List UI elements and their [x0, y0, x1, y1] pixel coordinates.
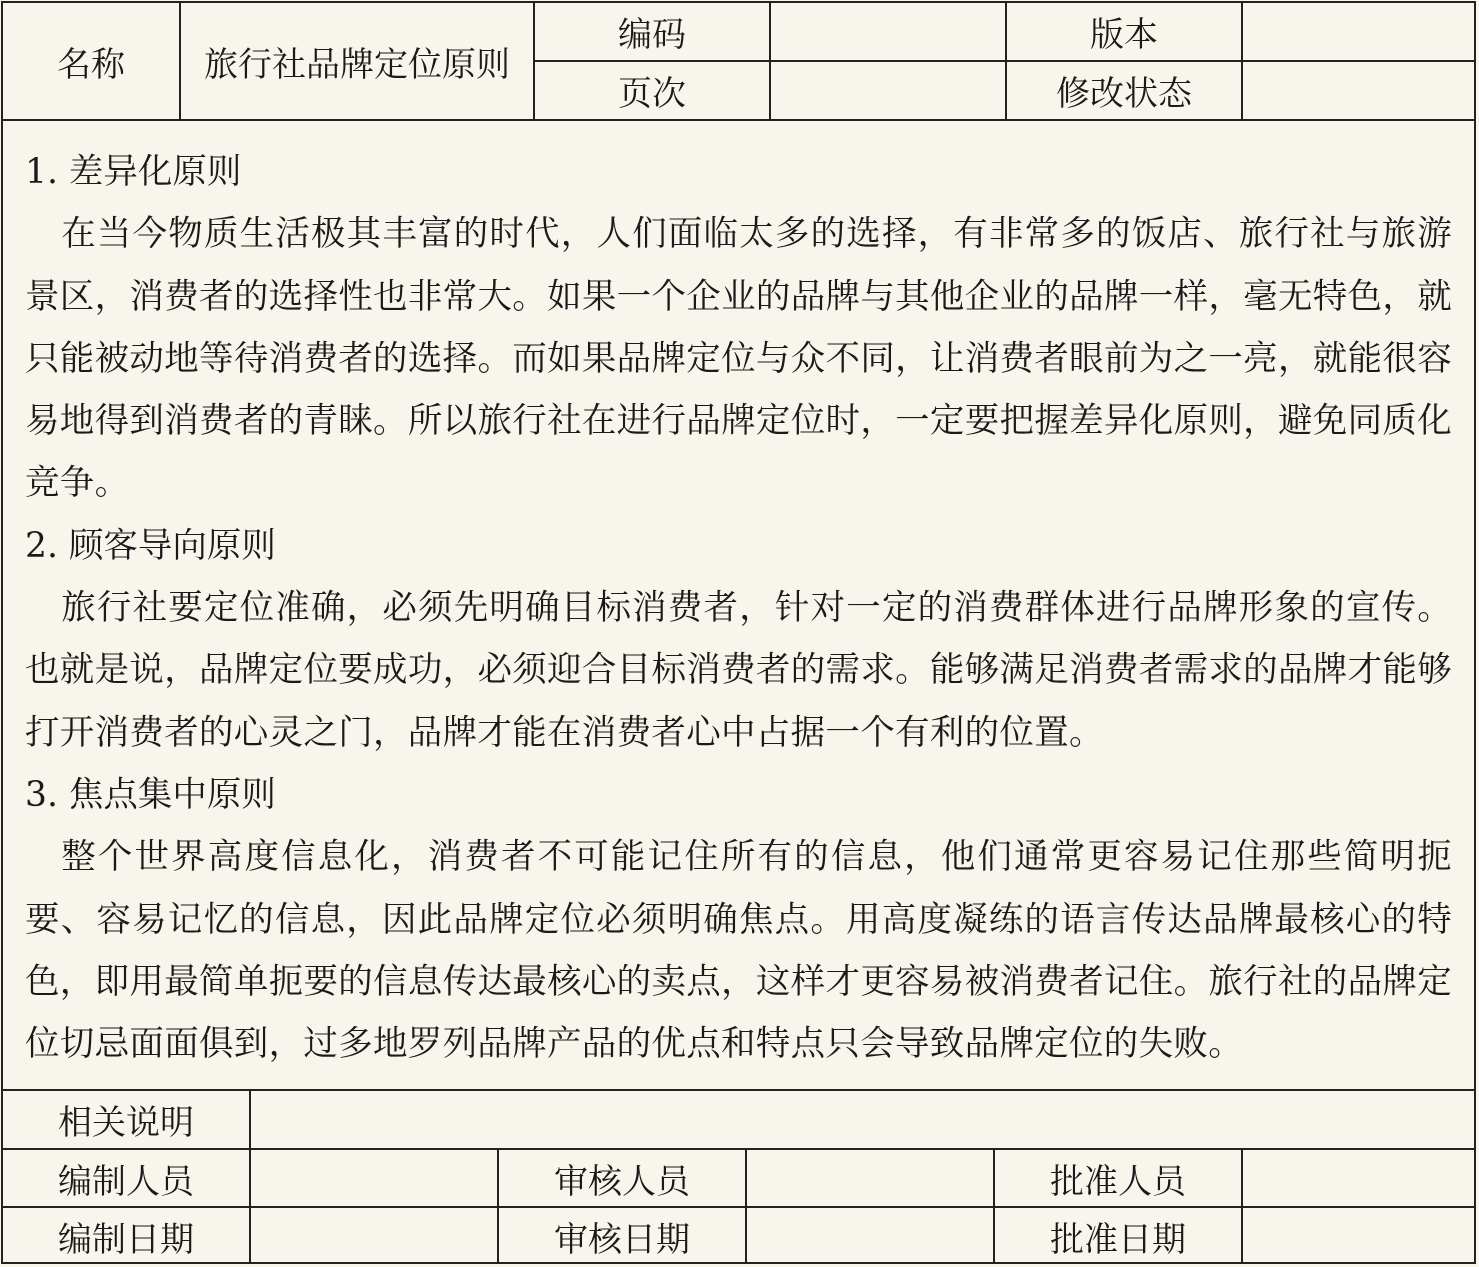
approver-label: 批准人员: [1050, 1161, 1186, 1202]
code-value[interactable]: [771, 3, 1005, 60]
approver-value[interactable]: [1243, 1150, 1474, 1206]
section-heading: 1. 差异化原则: [25, 152, 242, 192]
name-label: 名称: [57, 44, 125, 85]
editor-value[interactable]: [251, 1150, 497, 1206]
code-label: 编码: [618, 15, 686, 55]
approve-date-label: 批准日期: [1050, 1219, 1186, 1260]
version-label: 版本: [1090, 15, 1158, 55]
edit-date-value[interactable]: [251, 1208, 497, 1264]
revision-value[interactable]: [1243, 62, 1474, 119]
editor-label: 编制人员: [58, 1161, 194, 1202]
section-paragraph: 在当今物质生活极其丰富的时代，人们面临太多的选择，有非常多的饭店、旅行社与旅游景区，消费者的选择性也非常大。如果一个企业的品牌与其他企业的品牌一样，毫无特色，就只能被动地等待消费者的选择。而如果品牌定位与众不同，让消费者眼前为之一亮，就能很容易地得到消费者的青睐。所以旅行社在进行品牌定位时，一定要把握差异化原则，避免同质化竞争。: [25, 214, 1452, 504]
page-value[interactable]: [771, 62, 1005, 119]
section-paragraph: 整个世界高度信息化，消费者不可能记住所有的信息，他们通常更容易记住那些简明扼要、容易记忆的信息，因此品牌定位必须明确焦点。用高度凝练的语言传达品牌最核心的特色，即用最简单扼要的信息传达最核心的卖点，这样才更容易被消费者记住。旅行社的品牌定位切忌面面俱到，过多地罗列品牌产品的优点和特点只会导致品牌定位的失败。: [25, 837, 1452, 1065]
content-body: [3, 121, 1474, 1089]
notes-label: 相关说明: [58, 1103, 194, 1143]
version-value[interactable]: [1243, 3, 1474, 60]
reviewer-label: 审核人员: [554, 1161, 690, 1202]
name-value: 旅行社品牌定位原则: [204, 44, 510, 85]
footer-block: [3, 1089, 1474, 1262]
approve-date-value[interactable]: [1243, 1208, 1474, 1264]
review-date-value[interactable]: [747, 1208, 993, 1264]
page-label: 页次: [618, 74, 686, 114]
document-form: [1, 1, 1476, 1264]
section-heading: 2. 顾客导向原则: [25, 525, 276, 566]
header-block: [3, 3, 1474, 121]
revision-label: 修改状态: [1056, 74, 1192, 114]
notes-value[interactable]: [251, 1091, 1474, 1148]
section-heading: 3. 焦点集中原则: [25, 774, 276, 815]
edit-date-label: 编制日期: [58, 1219, 194, 1260]
section-paragraph: 旅行社要定位准确，必须先明确目标消费者，针对一定的消费群体进行品牌形象的宣传。也就是说，品牌定位要成功，必须迎合目标消费者的需求。能够满足消费者需求的品牌才能够打开消费者的心灵之门，品牌才能在消费者心中占据一个有利的位置。: [25, 588, 1452, 753]
reviewer-value[interactable]: [747, 1150, 993, 1206]
review-date-label: 审核日期: [554, 1219, 690, 1260]
